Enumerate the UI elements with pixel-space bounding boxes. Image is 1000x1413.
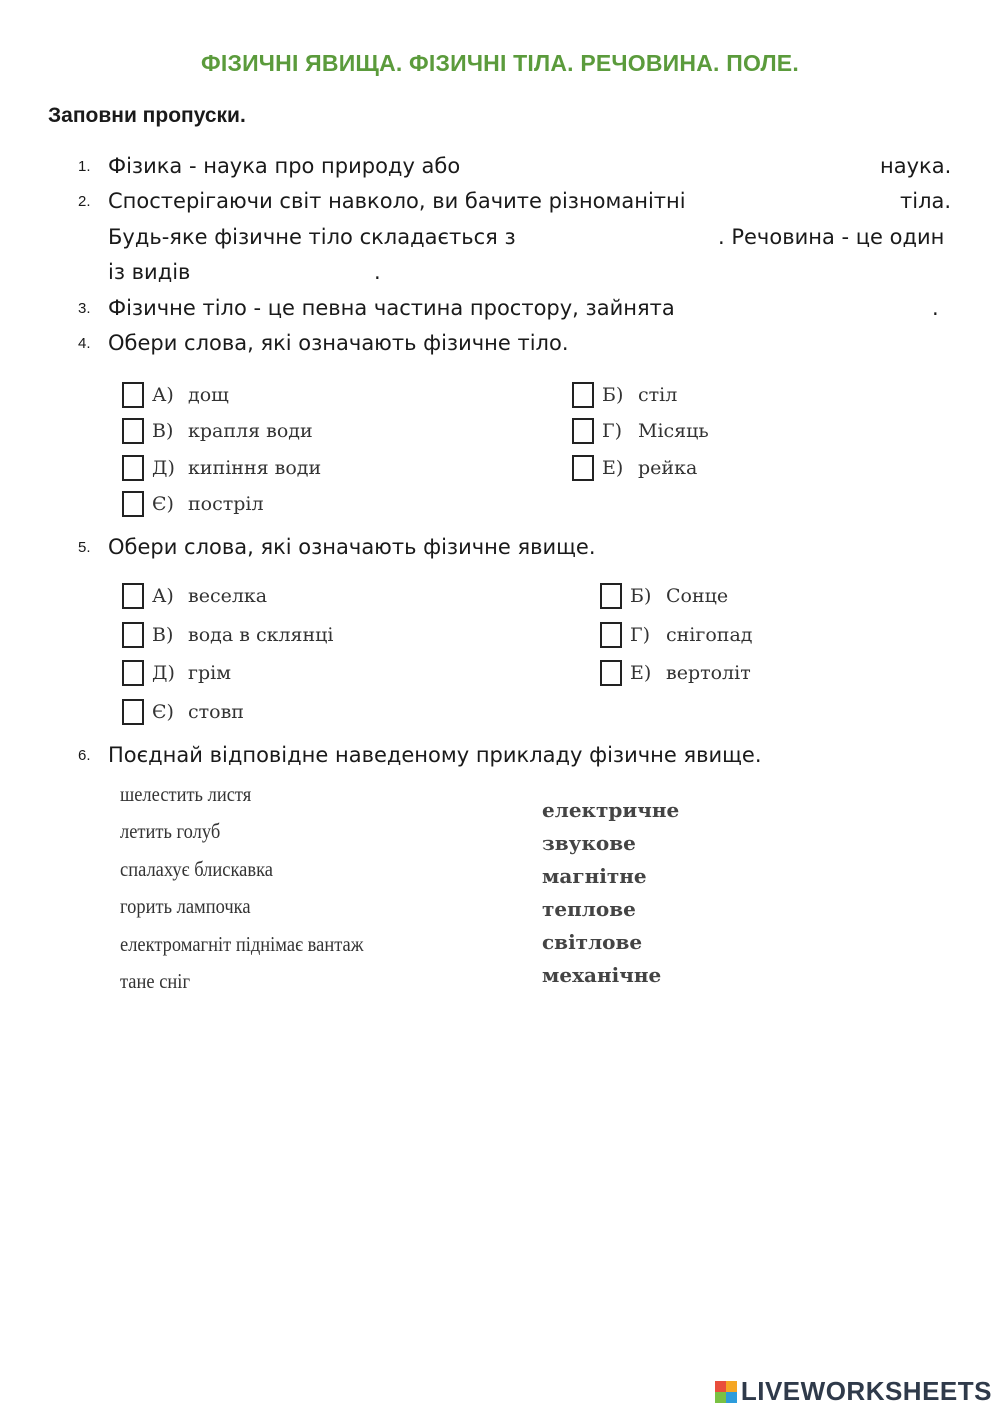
checkbox[interactable] [122,382,144,408]
liveworksheets-logo [715,1376,992,1407]
q5-option-b[interactable]: Б) Сонце [600,583,728,609]
q4-option-v[interactable]: В) крапля води [122,418,313,444]
q4-option-e[interactable]: Е) рейка [572,455,697,481]
match-example[interactable]: шелестить листя [120,782,252,806]
q2-line1-start: Спостерігаючи світ навколо, ви бачите різноманітні [108,189,686,213]
match-phenomenon[interactable]: електричне [542,798,680,822]
match-phenomenon[interactable]: механічне [542,963,662,987]
q1-blank-input[interactable] [480,156,870,181]
q2-line2-start: Будь-яке фізичне тіло складається з [108,225,516,249]
logo-icon [715,1381,737,1403]
q2-line2-end: . Речовина - це один [718,225,945,249]
q3-text-start: Фізичне тіло - це певна частина простору, зайнята [108,296,675,320]
q6-question: Поєднай відповідне наведеному прикладу фізичне явище. [108,743,762,767]
match-phenomenon[interactable]: теплове [542,897,636,921]
q2-blank2-input[interactable] [522,227,712,252]
q3-blank-input[interactable] [688,298,928,323]
q5-option-e[interactable]: Е) вертоліт [600,660,751,686]
logo-square [715,1392,726,1403]
match-phenomenon[interactable]: звукове [542,831,636,855]
match-example[interactable]: електромагніт піднімає вантаж [120,932,364,956]
q3-text-end: . [932,296,939,320]
q2-number: 2. [78,193,91,210]
q5-number: 5. [78,539,91,556]
match-example[interactable]: летить голуб [120,819,221,843]
checkbox[interactable] [572,382,594,408]
q4-option-d[interactable]: Д) кипіння води [122,455,321,481]
q2-line1-end: тіла. [900,189,952,213]
match-phenomenon[interactable]: магнітне [542,864,647,888]
q4-question: Обери слова, які означають фізичне тіло. [108,331,569,355]
q5-option-ye[interactable]: Є) стовп [122,699,244,725]
instruction: Заповни пропуски. [48,104,246,127]
checkbox[interactable] [122,699,144,725]
checkbox[interactable] [600,583,622,609]
match-phenomenon[interactable]: світлове [542,930,643,954]
q2-blank1-input[interactable] [720,191,890,216]
q5-option-d[interactable]: Д) грім [122,660,231,686]
q6-number: 6. [78,747,91,764]
checkbox[interactable] [572,418,594,444]
q5-question: Обери слова, які означають фізичне явище. [108,535,596,559]
logo-text: LIVEWORKSHEETS [740,1376,992,1406]
logo-square [726,1381,737,1392]
q5-option-a[interactable]: А) веселка [122,583,267,609]
q2-line3-start: із видів [108,260,191,284]
match-example[interactable]: тане сніг [120,969,191,993]
checkbox[interactable] [122,622,144,648]
q5-option-g[interactable]: Г) снігопад [600,622,752,648]
checkbox[interactable] [572,455,594,481]
q1-text-start: Фізика - наука про природу або [108,154,461,178]
checkbox[interactable] [600,660,622,686]
page-title: ФІЗИЧНІ ЯВИЩА. ФІЗИЧНІ ТІЛА. РЕЧОВИНА. ПОЛЕ. [201,50,799,76]
q4-option-ye[interactable]: Є) постріл [122,491,264,517]
checkbox[interactable] [122,418,144,444]
match-example[interactable]: спалахує блискавка [120,857,273,881]
q5-option-v[interactable]: В) вода в склянці [122,622,333,648]
q2-line3-end: . [374,260,381,284]
q1-number: 1. [78,158,91,175]
logo-square [726,1392,737,1403]
match-example[interactable]: горить лампочка [120,894,251,918]
q2-blank3-input[interactable] [202,262,372,287]
q4-option-g[interactable]: Г) Місяць [572,418,709,444]
checkbox[interactable] [122,491,144,517]
q4-option-b[interactable]: Б) стіл [572,382,677,408]
checkbox[interactable] [122,455,144,481]
q4-number: 4. [78,335,91,352]
q4-option-a[interactable]: А) дощ [122,382,229,408]
checkbox[interactable] [122,660,144,686]
checkbox[interactable] [600,622,622,648]
q1-text-end: наука. [880,154,952,178]
q3-number: 3. [78,300,91,317]
checkbox[interactable] [122,583,144,609]
logo-square [715,1381,726,1392]
